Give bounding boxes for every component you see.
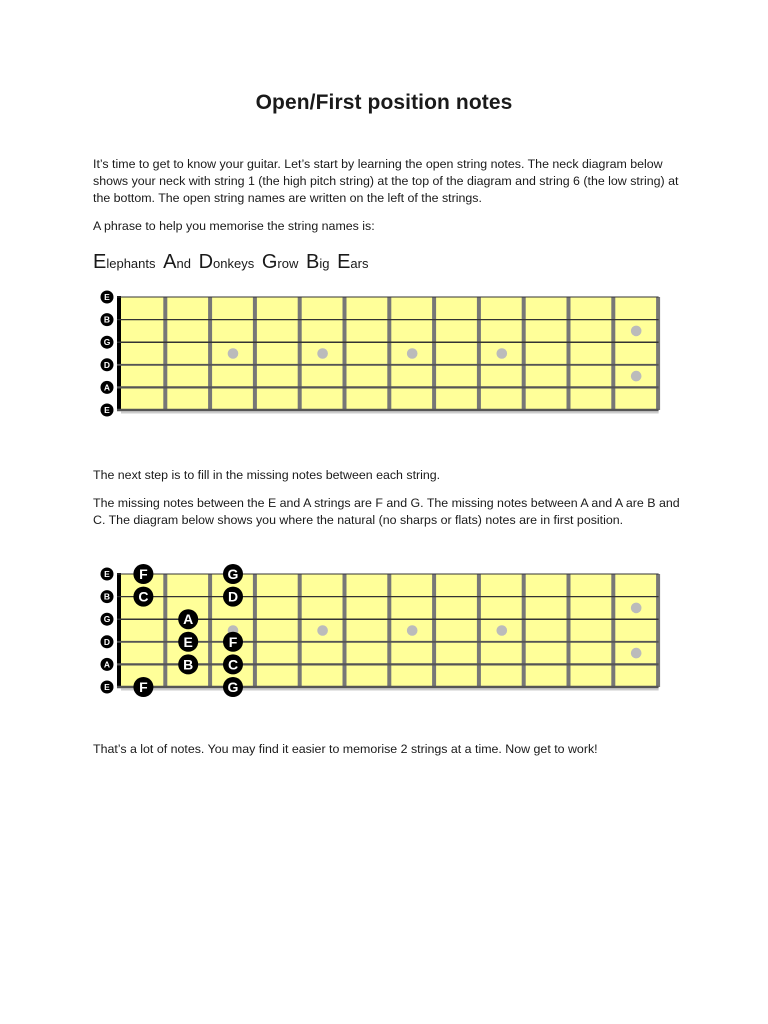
fret-wire (343, 297, 347, 410)
fret-inlay-dot (631, 603, 642, 614)
fret-wire (567, 297, 571, 410)
fret-inlay-dot (407, 348, 418, 359)
mnemonic-word: And (163, 251, 191, 273)
nut (117, 573, 121, 688)
fret-inlay-dot (497, 625, 508, 636)
fretboard-edge (121, 412, 659, 414)
fret-inlay-dot (631, 648, 642, 659)
open-string-label: G (103, 337, 111, 348)
fret-inlay-dot (228, 348, 239, 359)
open-string-label: D (103, 359, 111, 370)
note-label: D (227, 588, 239, 605)
open-string-label: E (104, 405, 110, 415)
fret-wire (208, 297, 212, 410)
note-label: C (138, 588, 149, 605)
fret-wire (298, 297, 302, 410)
fretboard-diagram-open-strings (95, 288, 665, 422)
open-string-label: E (104, 682, 110, 692)
fret-wire (611, 297, 615, 410)
note-label: G (227, 679, 239, 695)
missing-notes-paragraph: The missing notes between the E and A strings are F and G. The missing notes between A and A are B and C. The diagram below shows you where the natural (no sharps or flats) notes are in first position. (93, 496, 680, 527)
fret-wire (387, 574, 391, 687)
fret-wire (477, 574, 481, 687)
fret-inlay-dot (631, 326, 642, 337)
fret-wire (656, 297, 660, 410)
open-string-label: G (103, 614, 111, 625)
mnemonic-phrase (93, 250, 372, 276)
mnemonic-word: Big (305, 251, 330, 273)
open-string-label: E (104, 292, 110, 302)
fret-wire (298, 574, 302, 687)
fretboard-diagram-first-position (95, 565, 665, 699)
open-string-label: A (103, 659, 111, 670)
mnemonic-word: Donkeys (198, 251, 255, 273)
closing-paragraph: That’s a lot of notes. You may find it easier to memorise 2 strings at a time. Now get to work! (93, 742, 598, 756)
nut (117, 296, 121, 411)
open-string-label: D (103, 636, 111, 647)
fret-wire (522, 574, 526, 687)
fret-wire (387, 297, 391, 410)
note-label: B (183, 656, 194, 673)
mnemonic-word: Grow (261, 251, 299, 273)
open-string-label: A (103, 382, 111, 393)
open-string-label: B (103, 314, 111, 325)
fretboard-edge (121, 689, 659, 691)
fret-inlay-dot (631, 371, 642, 382)
fret-wire (253, 574, 257, 687)
fret-wire (567, 574, 571, 687)
mnemonic-word: Ears (337, 251, 369, 273)
open-string-label: E (104, 569, 110, 579)
mnemonic-word: Elephants (93, 251, 156, 273)
note-label: F (139, 679, 148, 695)
fret-wire (163, 297, 167, 410)
note-label: A (183, 611, 194, 628)
note-label: G (227, 566, 239, 582)
fret-wire (656, 574, 660, 687)
phrase-intro: A phrase to help you memorise the string names is: (93, 219, 375, 233)
fret-wire (253, 297, 257, 410)
fret-inlay-dot (317, 348, 328, 359)
fret-inlay-dot (317, 625, 328, 636)
open-string-label: B (103, 591, 111, 602)
fret-wire (432, 574, 436, 687)
fret-wire (343, 574, 347, 687)
note-label: E (183, 633, 193, 650)
intro-paragraph: It’s time to get to know your guitar. Let’s start by learning the open string notes. The neck diagram below shows your neck with string 1 (the high pitch string) at the top of the diagram and string 6 (the low string) at the bottom. The open string names are written on the left of the strings. (93, 157, 679, 205)
fret-wire (611, 574, 615, 687)
fret-wire (208, 574, 212, 687)
note-label: C (227, 656, 239, 673)
note-label: F (228, 633, 238, 650)
fret-wire (163, 574, 167, 687)
fret-wire (432, 297, 436, 410)
fret-inlay-dot (407, 625, 418, 636)
note-label: F (139, 566, 148, 582)
fret-wire (522, 297, 526, 410)
next-step-paragraph: The next step is to fill in the missing notes between each string. (93, 468, 441, 482)
fret-inlay-dot (497, 348, 508, 359)
fret-wire (477, 297, 481, 410)
page-title: Open/First position notes (255, 91, 513, 114)
